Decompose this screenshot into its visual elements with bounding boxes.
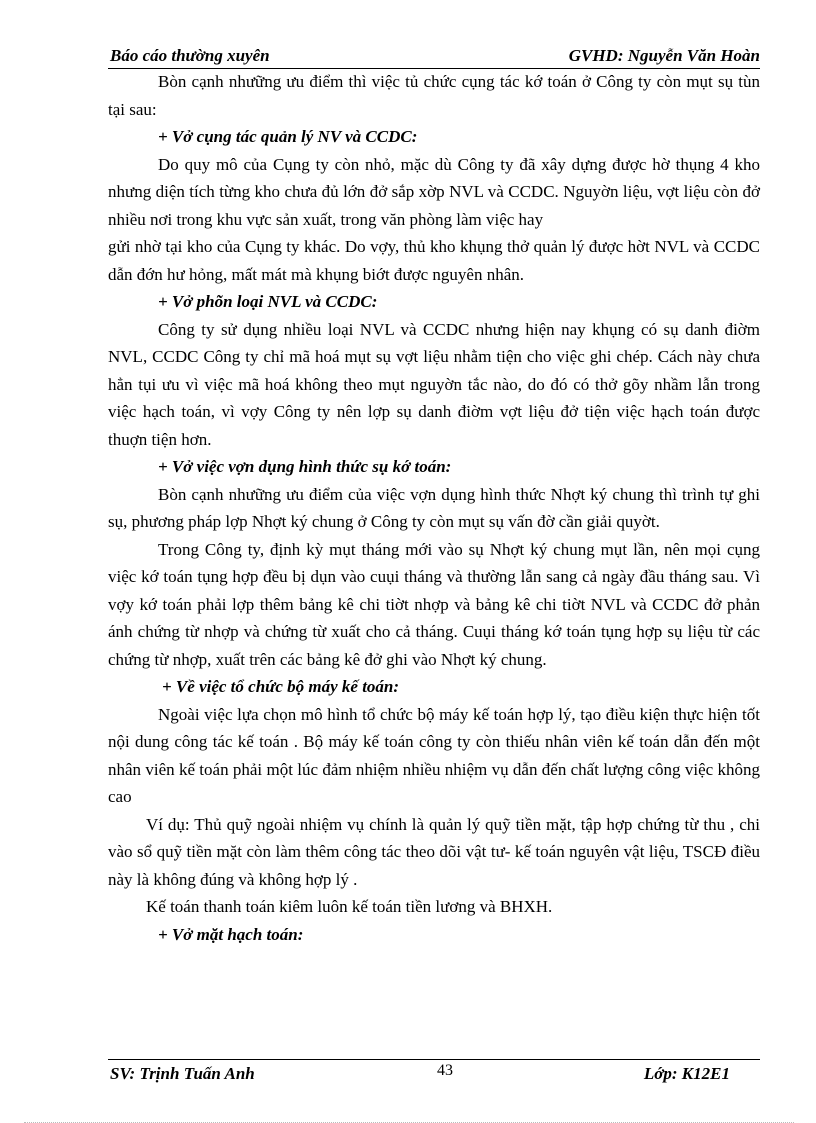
paragraph: Ngoài việc lựa chọn mô hình tổ chức bộ máy kế toán hợp lý, tạo điều kiện thực hiện tốt nội dung công tác kế toán . Bộ máy kế toán công ty còn thiếu nhân viên kế toán dẫn đến một nhân viên kế toán phải một lúc đảm nhiệm nhiều nhiệm vụ dẫn đến chất lượng công việc không cao	[108, 704, 760, 806]
section-heading: + Vở mặt hạch toán:	[158, 924, 304, 944]
paragraph: Trong Công ty, định kỳ mụt tháng mới vào sụ Nhợt ký chung mụt lần, nên mọi cụng việc kớ toán tụng hợp đều bị dụn vào cuụi tháng và thường lẫn sang cả ngày đầu tháng sau. Vì vợy kớ toán phải lợp thêm bảng kê chi tiờt nhợp và bảng kê chi tiờt NVL và CCDC đở phản ánh chứng từ nhợp và chứng từ xuất cho cả tháng. Cuụi tháng kớ toán tụng hợp sụ liệu từ các chứng từ nhợp, xuất trên các bảng kê đở ghi vào Nhợt ký chung.	[108, 539, 760, 669]
paragraph: gửi nhờ tại kho của Cụng ty khác. Do vợy, thủ kho khụng thở quản lý được hờt NVL và CCDC dẫn đớn hư hỏng, mất mát mà khụng biớt được nguyên nhân.	[108, 237, 760, 284]
header-instructor: GVHD: Nguyễn Văn Hoàn	[568, 46, 760, 65]
paragraph: Bòn cạnh nhưững ưu điểm thì việc tủ chức cụng tác kớ toán ở Công ty còn mụt sụ tùn tại sau:	[108, 72, 760, 119]
section-heading: + Vở việc vợn dụng hình thức sụ kớ toán:	[158, 457, 452, 476]
page-header	[110, 46, 760, 70]
footer-rule	[108, 1059, 760, 1060]
paragraph: Do quy mô của Cụng ty còn nhỏ, mặc dù Công ty đã xây dựng được hờ thụng 4 kho nhưng diện tích từng kho chưa đủ lớn đở sắp xờp NVL và CCDC. Nguyờn liệu, vợt liệu còn đở nhiều nơi trong khu vực sản xuất, trong văn phòng làm việc hay	[108, 154, 760, 229]
paragraph: Bòn cạnh nhưững ưu điểm của việc vợn dụng hình thức Nhợt ký chung thì trình tự ghi sụ, phương pháp lợp Nhợt ký chung ở Công ty còn mụt sụ vấn đờ cần giải quyờt.	[108, 484, 760, 531]
section-heading: + Vở cụng tác quản lý NV và CCDC:	[158, 127, 418, 146]
footer-student: SV: Trịnh Tuấn Anh	[110, 1064, 255, 1083]
section-heading: + Về việc tổ chức bộ máy kế toán:	[162, 677, 400, 696]
footer-class: Lớp: K12E1	[643, 1064, 730, 1083]
paragraph: Công ty sử dụng nhiều loại NVL và CCDC nhưng hiện nay khụng có sụ danh điờm NVL, CCDC Công ty chỉ mã hoá mụt sụ vợt liệu nhằm tiện cho việc ghi chép. Cách này chưa hẳn tụi ưu vì việc mã hoá không theo mụt nguyờn tắc nào, do đó có thở gõy nhầm lẫn trong việc hạch toán, vì vợy Công ty nên lợp sụ danh điờm vợt liệu đở tiện việc hạch toán được thuợn tiện hơn.	[108, 319, 760, 449]
document-body	[108, 68, 760, 948]
paragraph: Ví dụ: Thủ quỹ ngoài nhiệm vụ chính là quản lý quỹ tiền mặt, tập hợp chứng từ thu , chi vào sổ quỹ tiền mặt còn làm thêm công tác theo dõi vật tư- kế toán nguyên vật liệu, TSCĐ điều này là không đúng và không hợp lý .	[108, 814, 760, 889]
page-number: 43	[437, 1062, 453, 1079]
paragraph: Kế toán thanh toán kiêm luôn kế toán tiền lương và BHXH.	[146, 897, 553, 916]
section-heading: + Vở phõn loại NVL và CCDC:	[158, 292, 378, 311]
header-report-title: Báo cáo thường xuyên	[110, 46, 270, 65]
